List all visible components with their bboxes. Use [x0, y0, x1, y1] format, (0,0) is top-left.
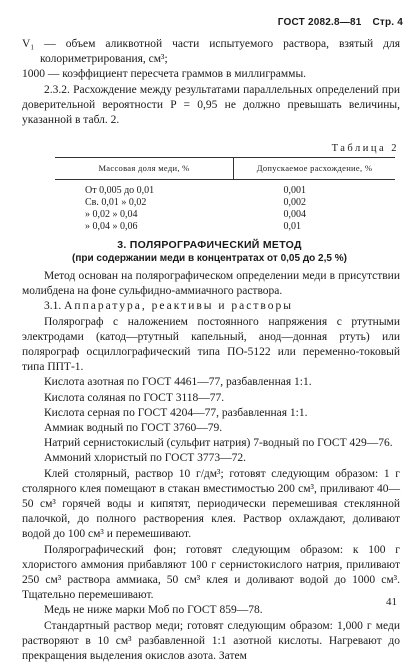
table-title: Таблица 2 [331, 143, 399, 154]
paragraph-heading: Аппаратура, реактивы и растворы [64, 300, 293, 313]
paragraph-number: 3.1. [44, 300, 62, 313]
table-row [55, 221, 395, 233]
table-cell: 0,004 [283, 209, 306, 220]
main-text-block [22, 269, 400, 664]
table-row [55, 209, 395, 221]
tolerance-table [55, 157, 395, 233]
page-header [278, 17, 403, 28]
table-row [55, 197, 395, 209]
page-number: 41 [386, 596, 397, 608]
table-cell: Св. 0,01 » 0,02 [85, 197, 147, 208]
section-title: 3. ПОЛЯРОГРАФИЧЕСКИЙ МЕТОД [117, 239, 302, 251]
definition-1000: 1000 — коэффициент пересчета граммов в миллиграммы. [22, 68, 307, 81]
top-text-block [22, 37, 400, 128]
paragraph-3-1 [22, 299, 400, 314]
table-cell: 0,001 [283, 185, 306, 196]
item-sulfuric-acid: Кислота серная по ГОСТ 4204—77, разбавленная 1:1. [44, 406, 308, 419]
definition-v1: V₁ — объем аликвотной части испытуемого раствора, взятый для колориметрирования, см³; [22, 38, 400, 66]
item-ammonia: Аммиак водный по ГОСТ 3760—79. [44, 422, 223, 435]
table-header-tolerance: Допускаемое расхождение, % [234, 158, 396, 180]
item-sodium-sulfite: Натрий сернистокислый (сульфит натрия) 7-водный по ГОСТ 429—76. [44, 437, 393, 450]
table-cell: 0,002 [283, 197, 306, 208]
item-copper: Медь не ниже марки Моб по ГОСТ 859—78. [44, 604, 263, 617]
table-header-fraction: Массовая доля меди, % [55, 158, 234, 180]
item-hydrochloric-acid: Кислота соляная по ГОСТ 3118—77. [44, 391, 225, 404]
item-polarograph: Полярограф с наложением постоянного напряжения с ртутными электродами (катод—ртутный капельный, анод—донная ртуть) или полярограф осциллографический типа ПО-5122 или переменно-токовый типа ППТ-1. [22, 315, 400, 374]
standard-number: ГОСТ 2082.8—81 [277, 17, 362, 28]
item-ammonium-chloride: Аммоний хлористый по ГОСТ 3773—72. [44, 452, 247, 465]
intro-paragraph: Метод основан на полярографическом определении меди в присутствии молибдена на фоне сульфидно-аммиачного раствора. [22, 270, 400, 298]
item-glue-solution: Клей столярный, раствор 10 г/дм³; готовят следующим образом: 1 г столярного клея помещают в стакан вместимостью 200 см³, приливают 40—50 см³ горячей воды и кипятят, периодически перемешивая стеклянной палочкой, до полного растворения клея. Раствор охлаждают, доливают водой до 100 см³ и перемешивают. [22, 467, 400, 541]
table-cell: » 0,04 » 0,06 [85, 221, 138, 232]
table-cell: » 0,02 » 0,04 [85, 209, 138, 220]
table-row [55, 180, 395, 198]
item-polarographic-background: Полярографический фон; готовят следующим образом: к 100 г хлористого аммония прибавляют 100 г сернистокислого натрия, приливают 250 см³ раствора аммиака, 50 см³ клея и доливают водой до 1000 см³. Тщательно перемешивают. [22, 543, 400, 602]
table-cell: От 0,005 до 0,01 [85, 185, 155, 196]
item-nitric-acid: Кислота азотная по ГОСТ 4461—77, разбавленная 1:1. [44, 376, 312, 389]
table-cell: 0,01 [283, 221, 301, 232]
page-label: Стр. 4 [372, 17, 403, 28]
paragraph-2-3-2: 2.3.2. Расхождение между результатами параллельных определений при доверительной вероятности P = 0,95 не должно превышать величины, указанной в табл. 2. [22, 83, 400, 127]
section-subtitle: (при содержании меди в концентратах от 0,05 до 2,5 %) [72, 253, 347, 264]
item-standard-copper-solution: Стандартный раствор меди; готовят следующим образом: 1,000 г меди растворяют в 10 см³ разбавленной 1:1 азотной кислоты. Нагревают до прекращения выделения окислов азота. Затем [22, 619, 400, 663]
